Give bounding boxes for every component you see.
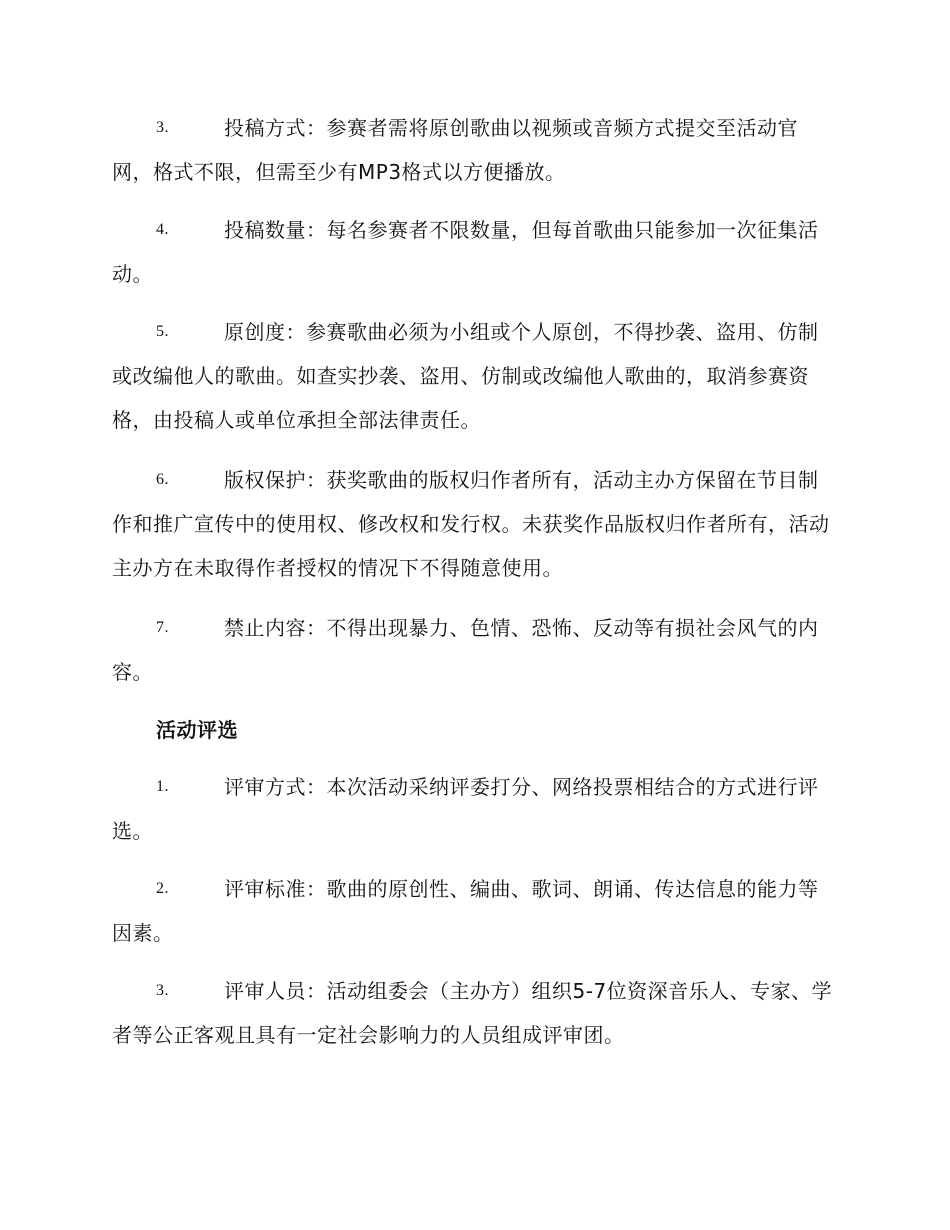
list-item-review-criteria [112,867,836,955]
list-text: 评审人员：活动组委会（主办方）组织5-7位资深音乐人、专家、学者等公正客观且具有一定社会影响力的人员组成评审团。 [112,979,833,1047]
list-text: 禁止内容：不得出现暴力、色情、恐怖、反动等有损社会风气的内容。 [112,616,819,684]
list-text: 评审方式：本次活动采纳评委打分、网络投票相结合的方式进行评选。 [112,775,819,843]
list-item-review-method [112,765,836,853]
list-text: 评审标准：歌曲的原创性、编曲、歌词、朗诵、传达信息的能力等因素。 [112,877,819,945]
list-number: 3. [156,982,169,999]
list-number: 7. [156,619,169,636]
list-item-review-panel [112,969,836,1057]
list-text: 投稿方式：参赛者需将原创歌曲以视频或音频方式提交至活动官网，格式不限，但需至少有MP3格式以方便播放。 [112,116,798,184]
list-number: 4. [156,221,169,238]
list-number: 3. [156,119,169,136]
section-heading: 活动评选 [156,718,238,742]
list-item-submission-method [112,106,836,194]
list-item-submission-quantity [112,208,836,296]
list-text: 版权保护：获奖歌曲的版权归作者所有，活动主办方保留在节目制作和推广宣传中的使用权、修改权和发行权。未获奖作品版权归作者所有，活动主办方在未取得作者授权的情况下不得随意使用。 [112,468,830,580]
list-number: 5. [156,323,169,340]
list-number: 2. [156,880,169,897]
list-item-prohibited-content [112,606,836,694]
list-item-copyright [112,458,836,590]
list-text: 投稿数量：每名参赛者不限数量，但每首歌曲只能参加一次征集活动。 [112,218,819,286]
list-text: 原创度：参赛歌曲必须为小组或个人原创，不得抄袭、盗用、仿制或改编他人的歌曲。如查实抄袭、盗用、仿制或改编他人歌曲的，取消参赛资格，由投稿人或单位承担全部法律责任。 [112,320,819,432]
list-number: 1. [156,778,169,795]
list-item-originality [112,310,836,442]
list-number: 6. [156,471,169,488]
